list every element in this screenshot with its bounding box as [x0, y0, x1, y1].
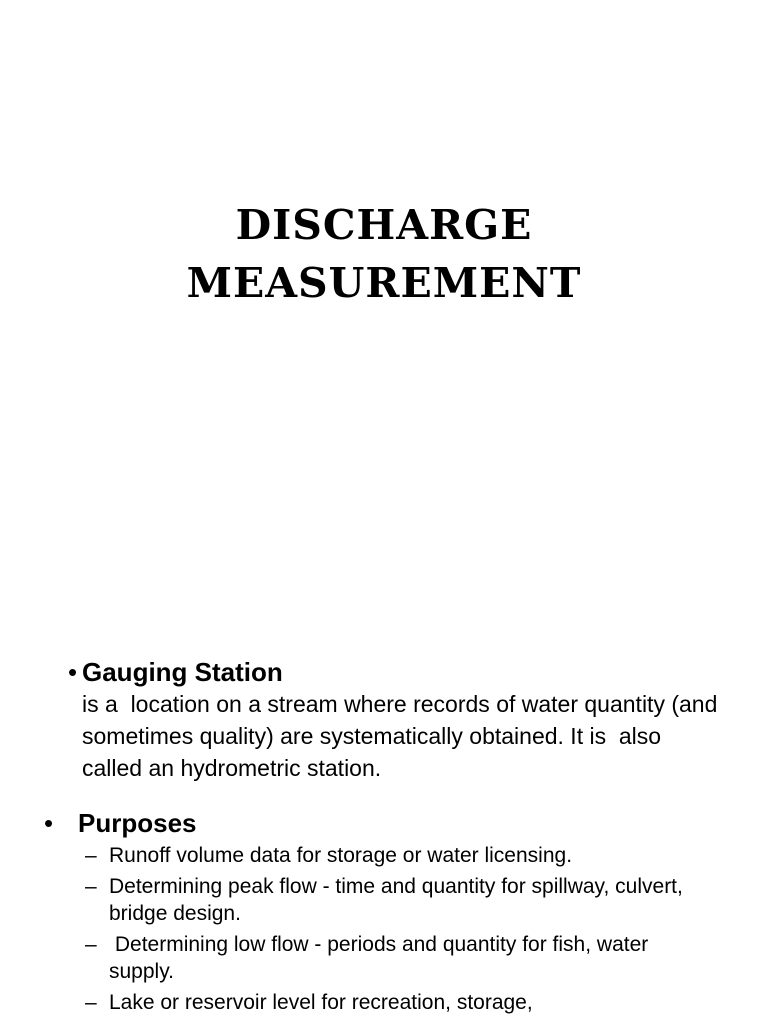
dash-icon: –	[85, 875, 97, 898]
title-line-2: MEASUREMENT	[186, 259, 582, 307]
purpose-text: Determining low flow - periods and quantity for fish, water supply.	[109, 933, 655, 983]
purpose-text: Lake or reservoir level for recreation, storage,	[109, 991, 533, 1014]
list-item	[85, 931, 758, 985]
gauging-station-heading-row	[68, 656, 758, 688]
gauging-station-description: is a location on a stream where records of water quantity (and sometimes quality) are systematically obtained. It is also called an hydrometric station.	[82, 691, 724, 781]
bullet-icon: •	[44, 808, 54, 838]
purposes-heading-row	[44, 807, 758, 839]
purposes-list	[44, 842, 758, 1016]
dash-icon: –	[85, 991, 97, 1014]
list-item	[85, 842, 758, 869]
gauging-station-heading: Gauging Station	[82, 657, 283, 687]
purpose-text: Determining peak flow - time and quantity for spillway, culvert, bridge design.	[109, 875, 689, 925]
purposes-section	[44, 807, 758, 1020]
dash-icon: –	[85, 933, 97, 956]
list-item	[85, 989, 758, 1016]
purpose-text: Runoff volume data for storage or water licensing.	[109, 844, 573, 867]
bullet-icon: •	[68, 657, 78, 687]
purposes-heading: Purposes	[78, 808, 197, 838]
dash-icon: –	[85, 844, 97, 867]
slide-title	[0, 196, 768, 312]
list-item	[85, 873, 758, 927]
title-line-1: DISCHARGE	[235, 201, 533, 249]
gauging-station-section	[68, 656, 758, 784]
